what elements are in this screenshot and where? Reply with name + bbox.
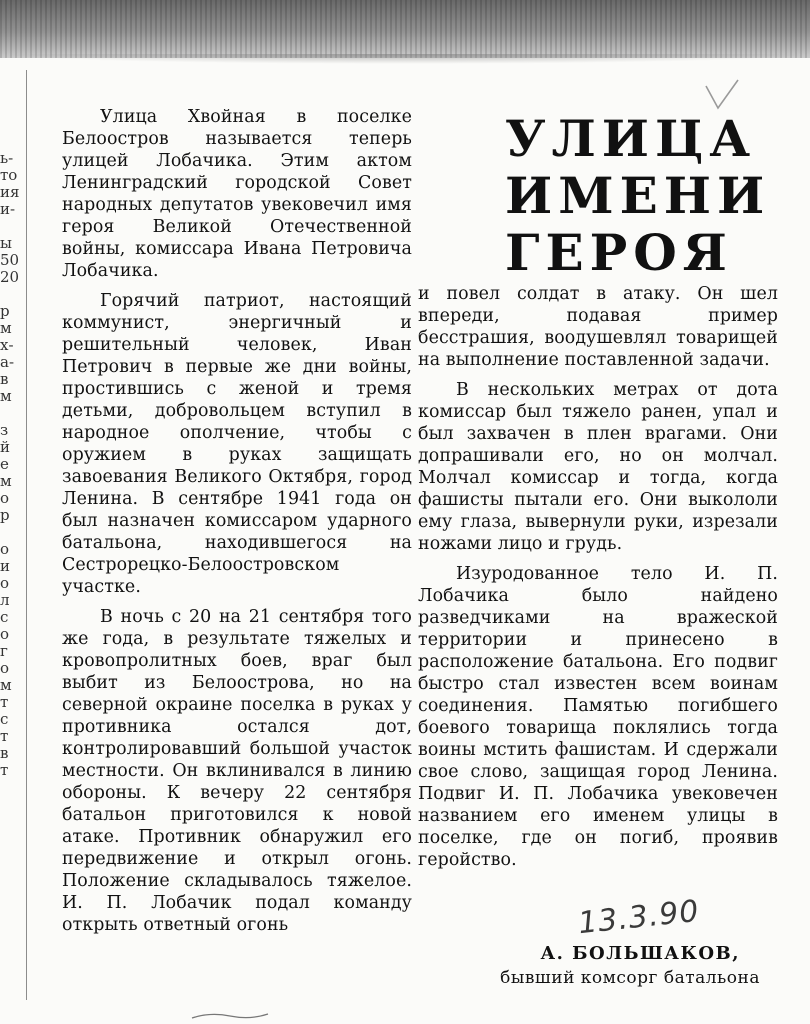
author-name: А. БОЛЬШАКОВ, xyxy=(540,943,740,964)
paragraph: В нескольких метрах от дота комиссар был тяжело ранен, упал и был захвачен в плен врагами. Они допрашивали его, но он молчал. Молчал комиссар и тогда, когда фашисты пытали его. Они выкололи ему глаза, вывернули руки, изрезали ножами лицо и грудь. xyxy=(418,380,778,554)
article-headline xyxy=(505,109,771,282)
article-right-column xyxy=(418,283,778,879)
paragraph-continued: и повел солдат в атаку. Он шел впереди, подавая пример бесстрашия, воодушевлял товарищей на выполнение поставленной задачи. xyxy=(418,284,778,370)
headline-line-3: ГЕРОЯ xyxy=(505,223,733,282)
headline-line-2: ИМЕНИ xyxy=(505,166,771,225)
author-signature xyxy=(440,942,760,990)
author-role: бывший комсорг батальона xyxy=(500,968,760,988)
paragraph: В ночь с 20 на 21 сентября того же года, в результате тяжелых и кровопролитных боев, враг был выбит из Белоострова, но на северной окраине поселка в руках у противника остался дот, контролировавший большой участок местности. Он вклинивался в линию обороны. К вечеру 22 сентября батальон приготовился к новой атаке. Противник обнаружил его передвижение и открыл огонь. Положение складывалось тяжелое. И. П. Лобачик подал команду открыть ответный огонь xyxy=(62,607,412,935)
headline-line-1: УЛИЦА xyxy=(505,109,757,168)
paragraph: Горячий патриот, настоящий коммунист, энергичный и решительный человек, Иван Петрович в первые же дни войны, простившись с женой и тремя детьми, добровольцем вступил в народное ополчение, чтобы с оружием в руках защищать завоевания Великого Октября, город Ленина. В сентябре 1941 года он был назначен комиссаром ударного батальона, находившегося на Сестрорецко-Белоостровском участке. xyxy=(62,291,412,597)
column-divider xyxy=(26,70,27,1000)
torn-top-edge xyxy=(0,0,810,58)
paragraph: Улица Хвойная в поселке Белоостров называется теперь улицей Лобачика. Этим актом Ленинградский городской Совет народных депутатов увековечил имя героя Великой Отечественной войны, комиссара Ивана Петровича Лобачика. xyxy=(62,107,412,281)
pencil-mark xyxy=(190,1008,270,1022)
neighbouring-column-fragment: ь- то ия и- ы 50 20 р м х- а- в м з й е м о р о и о л с о г о м т с т в т xyxy=(0,150,20,779)
paragraph: Изуродованное тело И. П. Лобачика было найдено разведчиками на вражеской территории и принесено в расположение батальона. Его подвиг быстро стал известен всем воинам соединения. Памятью погибшего боевого товарища поклялись тогда воины мстить фашистам. И сдержали свое слово, защищая город Ленина. Подвиг И. П. Лобачика увековечен названием его именем улицы в поселке, где он погиб, проявив геройство. xyxy=(418,564,778,870)
article-left-column xyxy=(62,106,412,944)
handwritten-date-note: 13.3.90 xyxy=(576,893,702,942)
